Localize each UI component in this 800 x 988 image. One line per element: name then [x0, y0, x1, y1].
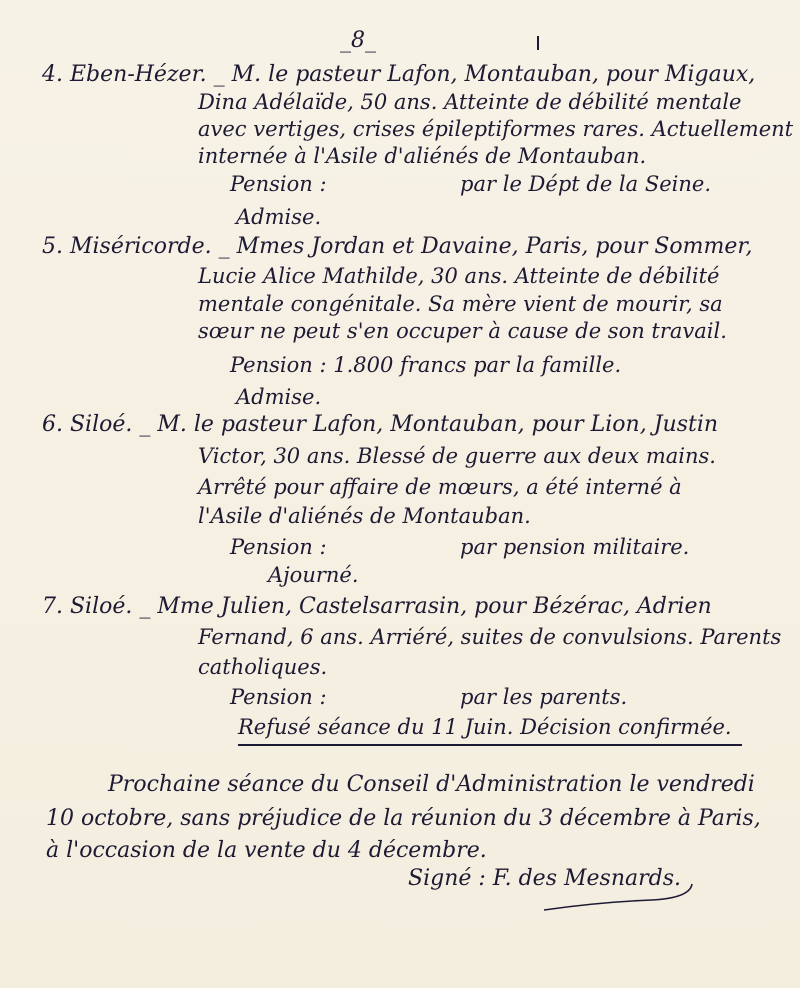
entry-6-line-2: Victor, 30 ans. Blessé de guerre aux deux mains.	[198, 444, 716, 468]
entry-4-line-3: avec vertiges, crises épileptiformes rares. Actuellement	[198, 117, 794, 141]
entry-5-line-1: 5. Miséricorde. _ Mmes Jordan et Davaine, Paris, pour Sommer,	[42, 234, 753, 259]
entry-7-pension: Pension : par les parents.	[230, 685, 628, 709]
entry-5-line-3: mentale congénitale. Sa mère vient de mourir, sa	[198, 292, 723, 316]
entry-4-line-4: internée à l'Asile d'aliénés de Montauban.	[198, 144, 647, 168]
entry-5-line-4: sœur ne peut s'en occuper à cause de son travail.	[198, 319, 727, 343]
entry-4-pension: Pension : par le Dépt de la Seine.	[230, 172, 711, 196]
entry-7-line-2: Fernand, 6 ans. Arriéré, suites de convulsions. Parents	[198, 625, 782, 649]
signature-flourish	[540, 878, 700, 918]
entry-4-line-1: 4. Eben-Hézer. _ M. le pasteur Lafon, Montauban, pour Migaux,	[42, 62, 756, 87]
entry-7-line-3: catholiques.	[198, 655, 328, 679]
closing-line-2: 10 octobre, sans préjudice de la réunion du 3 décembre à Paris,	[46, 806, 761, 831]
closing-line-3: à l'occasion de la vente du 4 décembre.	[46, 838, 487, 863]
closing-line-1: Prochaine séance du Conseil d'Administration le vendredi	[108, 772, 755, 797]
entry-5-decision: Admise.	[236, 385, 322, 409]
entry-6-pension: Pension : par pension militaire.	[230, 535, 690, 559]
signature: Signé : F. des Mesnards.	[408, 866, 681, 891]
entry-6-line-4: l'Asile d'aliénés de Montauban.	[198, 504, 531, 528]
entry-5-pension: Pension : 1.800 francs par la famille.	[230, 353, 622, 377]
entry-4-decision: Admise.	[236, 205, 322, 229]
entry-4-line-2: Dina Adélaïde, 50 ans. Atteinte de débilité mentale	[198, 90, 742, 114]
divider-rule	[238, 744, 742, 746]
entry-6-line-3: Arrêté pour affaire de mœurs, a été interné à	[198, 475, 682, 499]
entry-6-line-1: 6. Siloé. _ M. le pasteur Lafon, Montauban, pour Lion, Justin	[42, 412, 719, 437]
entry-7-line-1: 7. Siloé. _ Mme Julien, Castelsarrasin, pour Bézérac, Adrien	[42, 594, 712, 619]
page-mark	[537, 36, 539, 50]
entry-7-decision: Refusé séance du 11 Juin. Décision confirmée.	[238, 715, 732, 739]
entry-6-decision: Ajourné.	[268, 563, 359, 587]
page-number: _8_	[340, 28, 376, 53]
entry-5-line-2: Lucie Alice Mathilde, 30 ans. Atteinte de débilité	[198, 264, 720, 288]
